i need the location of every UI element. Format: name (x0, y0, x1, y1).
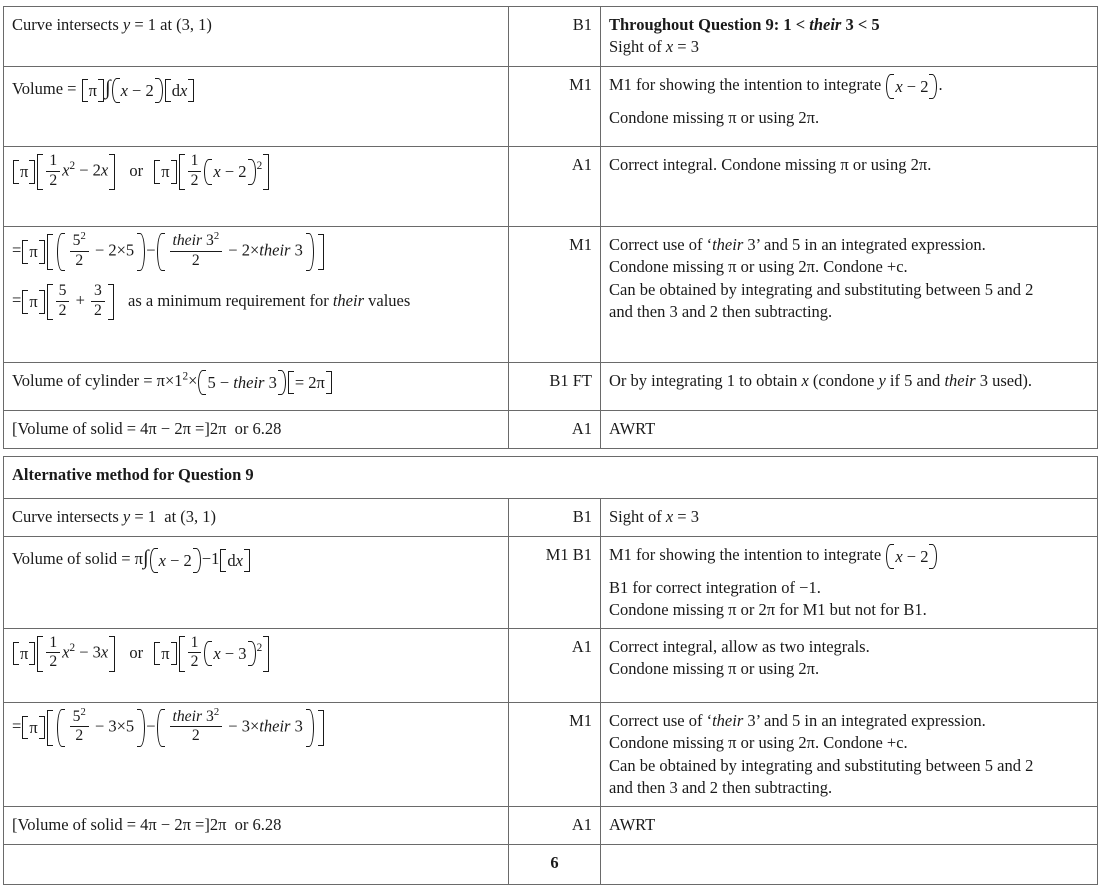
note-line: M1 for showing the intention to integrate x − 2 . (609, 74, 1089, 98)
notes-cell (601, 806, 1098, 844)
note-line: Condone missing π or 2π for M1 but not for B1. (609, 600, 927, 620)
note-text: 2π. (798, 107, 820, 127)
note-line: AWRT (609, 814, 656, 834)
math-expression: [Volume of solid = 4π − 2π =]2π or 6.28 (12, 814, 282, 834)
notes-cell (601, 702, 1098, 806)
mark-cell (509, 499, 601, 537)
note-text-tail: 3 < 5 (841, 15, 880, 34)
label-volume-solid: Volume of solid (17, 814, 123, 834)
table-row-total (4, 844, 1098, 884)
table-row (4, 537, 1098, 629)
total-marks: 6 (509, 844, 601, 884)
note-line: and then 3 and 2 then subtracting. (609, 778, 833, 798)
mark-code: B1 (572, 15, 592, 34)
math-expression: = π $\frac{5}{2}$ + $\frac{3}{2}$ as a minimum requirement for their values (12, 282, 411, 319)
table-row (4, 806, 1098, 844)
table-row (4, 7, 1098, 67)
note-text: 3 used). (975, 371, 1032, 390)
note-line: Sight of x = 3 (609, 37, 699, 57)
working-cell (4, 67, 509, 147)
mark-code: M1 (569, 710, 592, 730)
note-line: Correct use of ‘their 3’ and 5 in an integrated expression. (609, 235, 986, 254)
note-line: Throughout Question 9: 1 < their 3 < 5 (609, 15, 880, 34)
note-text: Or by integrating 1 to obtain (609, 371, 798, 390)
working-cell (4, 499, 509, 537)
mark-cell (509, 806, 601, 844)
note-line: Correct use of ‘their 3’ and 5 in an integrated expression. (609, 710, 986, 730)
mark-code: B1 FT (549, 371, 592, 390)
mark-code: A1 (571, 155, 592, 174)
note-line: Condone missing π or using 2π. (609, 659, 820, 679)
note-line: AWRT (609, 419, 656, 438)
label-volume-solid: Volume of solid (12, 549, 118, 568)
table-row (4, 411, 1098, 449)
notes-cell (601, 363, 1098, 411)
mark-code: M1 (569, 75, 592, 94)
notes-cell (601, 227, 1098, 363)
note-line: B1 for correct integration of −1. (609, 577, 821, 597)
working-cell (4, 628, 509, 702)
working-cell (4, 7, 509, 67)
table-row (4, 363, 1098, 411)
note-line: Or by integrating 1 to obtain x (condone y if 5 and their 3 used). (609, 371, 1032, 390)
note-line: M1 for showing the intention to integrate x − 2 (609, 544, 1089, 568)
table-section-divider (3, 449, 1097, 456)
math-expression: = π $\frac{5^2}{2}$ − 2×5 − $\frac{their 3^2}{2}$ − 2×their 3 (12, 234, 500, 270)
table-row (4, 499, 1098, 537)
math-expression: Volume of solid = π∫ x − 2 −1 dx (12, 544, 500, 572)
note-text: Correct use of ‘ (609, 235, 713, 254)
table-row (4, 628, 1098, 702)
notes-cell (601, 7, 1098, 67)
mark-cell (509, 363, 601, 411)
label-volume: Volume (12, 79, 64, 98)
mark-cell (509, 411, 601, 449)
note-text: 2π. (910, 155, 932, 174)
mark-cell (509, 702, 601, 806)
note-text: or using (852, 155, 907, 174)
math-expression: π $\frac{1}{2}$ $x^2 - 2x$ or π $\frac{1}{2}$ x − 2 $^2$ (12, 154, 500, 190)
notes-cell (601, 67, 1098, 147)
note-text: = 3 (677, 507, 699, 526)
table-row (4, 457, 1098, 499)
label-volume-cylinder: Volume of cylinder (12, 371, 140, 390)
label-as-minimum: as a minimum requirement for (128, 290, 329, 310)
math-expression: Volume of cylinder = $\pi\times 1^2\times 5$ − their 3 = 2π (12, 370, 500, 394)
note-text: Correct integral. Condone missing (609, 155, 837, 174)
mark-cell (509, 628, 601, 702)
mark-code: M1 B1 (545, 545, 592, 564)
note-text: (condone (812, 371, 875, 390)
note-line: and then 3 and 2 then subtracting. (609, 302, 833, 322)
math-expression: [Volume of solid = 4π − 2π =]2π or 6.28 (12, 419, 282, 438)
mark-cell (509, 67, 601, 147)
label-or: or (234, 419, 249, 438)
label-or: or (129, 160, 144, 180)
table-row (4, 67, 1098, 147)
note-line: Can be obtained by integrating and substituting between 5 and 2 (609, 279, 1034, 299)
mark-cell (509, 7, 601, 67)
mark-cell (509, 227, 601, 363)
math-expression: Volume = π ∫ x − 2 dx (12, 74, 500, 102)
working-cell (4, 537, 509, 629)
mark-scheme-table-main (3, 6, 1098, 449)
notes-cell-empty (601, 844, 1098, 884)
math-expression: = π $\frac{5^2}{2}$ − 3×5 − $\frac{their 3^2}{2}$ − 3×their 3 (12, 710, 500, 746)
note-text: Correct use of ‘ (609, 710, 713, 730)
mark-code: A1 (571, 419, 592, 438)
label-curve-intersects: Curve intersects (12, 15, 119, 34)
note-text: Condone missing (609, 107, 725, 127)
note-line: Correct integral. Condone missing π or using 2π. (609, 155, 932, 174)
note-line: Condone missing π or using 2π. Condone +c. (609, 733, 908, 753)
mark-code: B1 (572, 507, 592, 526)
note-text: 3’ and 5 in an integrated expression. (743, 235, 986, 254)
note-text: = 3 (677, 37, 699, 57)
mark-scheme-table-alternative (3, 456, 1098, 885)
working-cell (4, 147, 509, 227)
note-text: M1 for showing the intention to integrate (609, 75, 882, 94)
note-text: if 5 and (889, 371, 941, 390)
notes-cell (601, 628, 1098, 702)
note-line: Correct integral, allow as two integrals. (609, 636, 870, 656)
label-values: values (368, 290, 411, 310)
mark-cell (509, 537, 601, 629)
mark-code: A1 (571, 814, 592, 834)
table-row (4, 147, 1098, 227)
mark-code: M1 (569, 235, 592, 254)
working-cell-empty (4, 844, 509, 884)
mark-cell (509, 147, 601, 227)
note-text: Sight of (609, 507, 662, 526)
table-row (4, 702, 1098, 806)
working-cell (4, 702, 509, 806)
math-expression: π $\frac{1}{2}$ $x^2 - 3x$ or π $\frac{1}{2}$ x − 3 $^2$ (12, 636, 500, 672)
notes-cell (601, 411, 1098, 449)
working-cell (4, 227, 509, 363)
note-text: Sight of (609, 37, 662, 57)
working-cell (4, 363, 509, 411)
working-cell (4, 411, 509, 449)
math-expression: Curve intersects y = 1 at (3, 1) (12, 507, 217, 526)
note-line: Sight of x = 3 (609, 507, 699, 526)
working-cell (4, 806, 509, 844)
label-volume-solid: Volume of solid (17, 419, 123, 438)
section-heading: Alternative method for Question 9 (4, 457, 1098, 499)
notes-cell (601, 537, 1098, 629)
note-text: or using (740, 107, 795, 127)
math-expression: Curve intersects y = 1 at (3, 1) (12, 15, 212, 34)
note-text: 3’ and 5 in an integrated expression. (743, 710, 986, 730)
notes-cell (601, 499, 1098, 537)
label-or: or (234, 814, 249, 834)
note-text: Throughout Question 9: 1 < (609, 15, 810, 34)
notes-cell (601, 147, 1098, 227)
label-curve-intersects: Curve intersects (12, 507, 119, 526)
mark-code: A1 (571, 636, 592, 656)
label-or: or (129, 642, 144, 662)
note-line: Can be obtained by integrating and substituting between 5 and 2 (609, 755, 1034, 775)
table-row (4, 227, 1098, 363)
note-line: Condone missing π or using 2π. (609, 107, 820, 127)
note-line: Condone missing π or using 2π. Condone +c. (609, 257, 908, 277)
note-text: M1 for showing the intention to integrate (609, 545, 882, 564)
